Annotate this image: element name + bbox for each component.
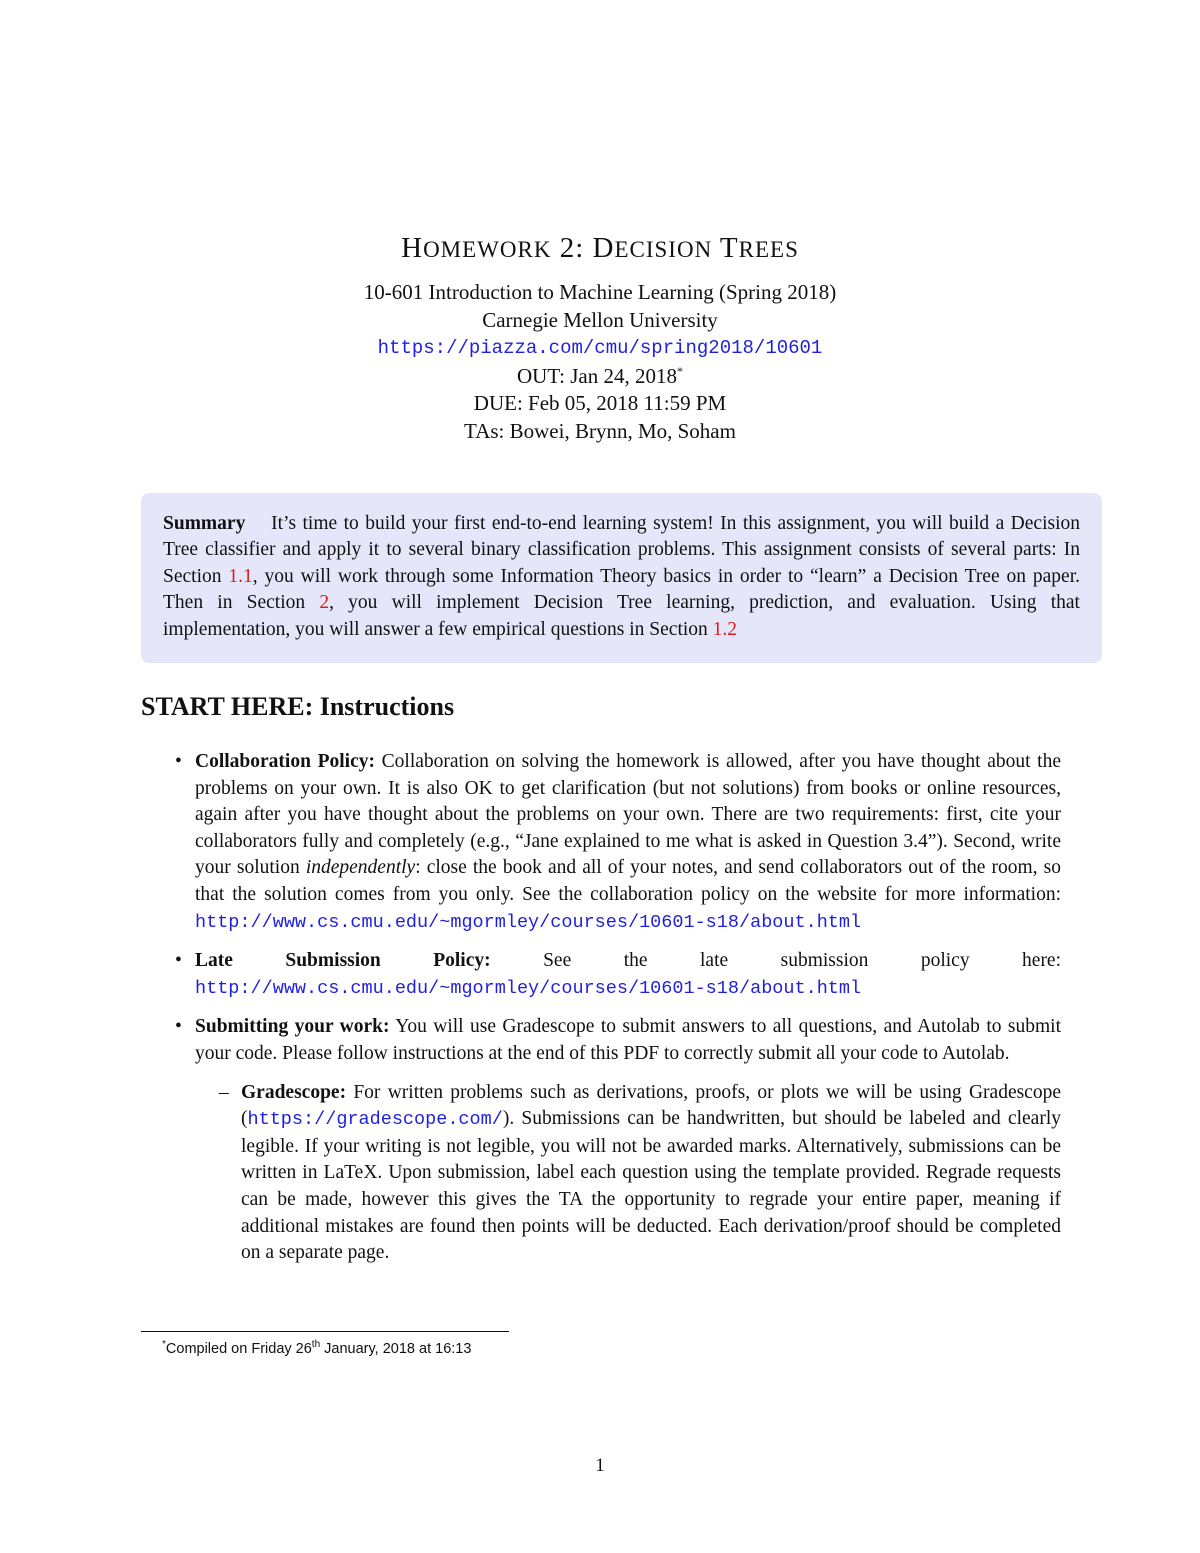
instructions-list [141, 749, 1061, 1267]
bullet-icon: • [175, 1016, 182, 1038]
item-text: Collaboration on solving the homework is allowed, after you have thought about the problems on your own. It is also OK to get clarification (but not solutions) from books or online resources, again after you have thought about the problems on your own. There are two requirements: first, cite your collaborators fully and completely (e.g., “Jane explained to me what is asked in Question 3.4”). Second, write your solution [195, 751, 1061, 879]
summary-box [141, 493, 1102, 663]
title-text: REES [738, 237, 799, 262]
section-ref-link[interactable]: 2 [319, 592, 330, 614]
out-date-text: OUT: Jan 24, 2018 [517, 363, 677, 388]
title-text: D [592, 232, 615, 264]
footnote-mark[interactable]: * [676, 363, 683, 378]
list-item-late-policy [141, 948, 1061, 1002]
university-name: Carnegie Mellon University [482, 307, 718, 332]
footnote [162, 1339, 471, 1357]
item-text: ). Submissions can be handwritten, but should be labeled and clearly legible. If your writing is not legible, you will not be awarded marks. Alternatively, submissions can be written in LaTeX. Upon submission, label each question using the template provided. Regrade requests can be made, however this gives the TA the opportunity to regrade your entire paper, meaning if additional mistakes are found then points will be deducted. Each derivation/proof should be completed on a separate page. [241, 1108, 1061, 1264]
summary-text: , you will implement Decision Tree learning, prediction, and evaluation. Using that implementation, you will answer a few empirical questions in Section [163, 592, 1080, 640]
sublist-item-gradescope [141, 1080, 1061, 1267]
footnote-text: January, 2018 at 16:13 [320, 1340, 472, 1357]
bullet-icon: • [175, 950, 182, 972]
list-item-submitting [141, 1014, 1061, 1067]
item-text: You will use Gradescope to submit answers to all questions, and Autolab to submit your code. Please follow instructions at the end of this PDF to correctly submit all your code to Autolab. [195, 1016, 1061, 1064]
title-text: H [401, 232, 424, 264]
item-label: Gradescope: [241, 1081, 347, 1103]
gradescope-link[interactable]: https://gradescope.com/ [247, 1109, 503, 1131]
item-label: Late Submission Policy: [195, 950, 491, 972]
late-policy-link[interactable]: http://www.cs.cmu.edu/~mgormley/courses/10601-s18/about.html [195, 977, 862, 999]
footnote-text: Compiled on Friday 26 [165, 1340, 312, 1357]
piazza-link[interactable]: https://piazza.com/cmu/spring2018/10601 [377, 337, 823, 359]
item-text: : close the book and all of your notes, and send collaborators out of the room, so that the solution comes from you only. See the collaboration policy on the website for more information: [195, 857, 1061, 905]
title-block [0, 232, 1200, 445]
dash-icon: – [219, 1081, 229, 1103]
section-ref-link[interactable]: 1.2 [712, 618, 738, 640]
summary-text: It’s time to build your first end-to-end learning system! In this assignment, you will build a Decision Tree classifier and apply it to several binary classification problems. This assignment consists of several parts: In Section [163, 513, 1080, 587]
title-text: 2: [551, 232, 593, 264]
ta-list: TAs: Bowei, Brynn, Mo, Soham [464, 418, 736, 443]
page-title [0, 232, 1200, 265]
item-text: For written problems such as derivations, proofs, or plots we will be using Gradescope ( [241, 1081, 1061, 1130]
footnote-mark: * [162, 1339, 166, 1350]
item-emphasis: independently [305, 857, 416, 879]
out-date [0, 363, 1200, 391]
summary-text: , you will work through some Information Theory basics in order to “learn” a Decision Tree on paper. Then in Section [163, 565, 1080, 614]
bullet-icon: • [175, 751, 182, 772]
section-ref-link[interactable]: 1.1 [228, 565, 253, 587]
course-name: 10-601 Introduction to Machine Learning (Spring 2018) [363, 280, 837, 304]
title-text: T [712, 232, 739, 264]
item-label: Collaboration Policy: [195, 751, 375, 772]
footnote-divider [141, 1331, 509, 1332]
about-page-link[interactable]: http://www.cs.cmu.edu/~mgormley/courses/10601-s18/about.html [195, 911, 862, 933]
list-item-collaboration [141, 749, 1061, 936]
footnote-sup: th [311, 1339, 321, 1350]
section-heading: START HERE: Instructions [141, 692, 455, 721]
page-number: 1 [595, 1455, 605, 1476]
due-date: DUE: Feb 05, 2018 11:59 PM [473, 391, 727, 415]
title-text: ECISION [614, 237, 713, 262]
summary-label: Summary [163, 513, 246, 534]
item-label: Submitting your work: [195, 1016, 390, 1038]
item-text: See the late submission policy here: [490, 950, 1062, 972]
title-text: OMEWORK [423, 237, 552, 262]
